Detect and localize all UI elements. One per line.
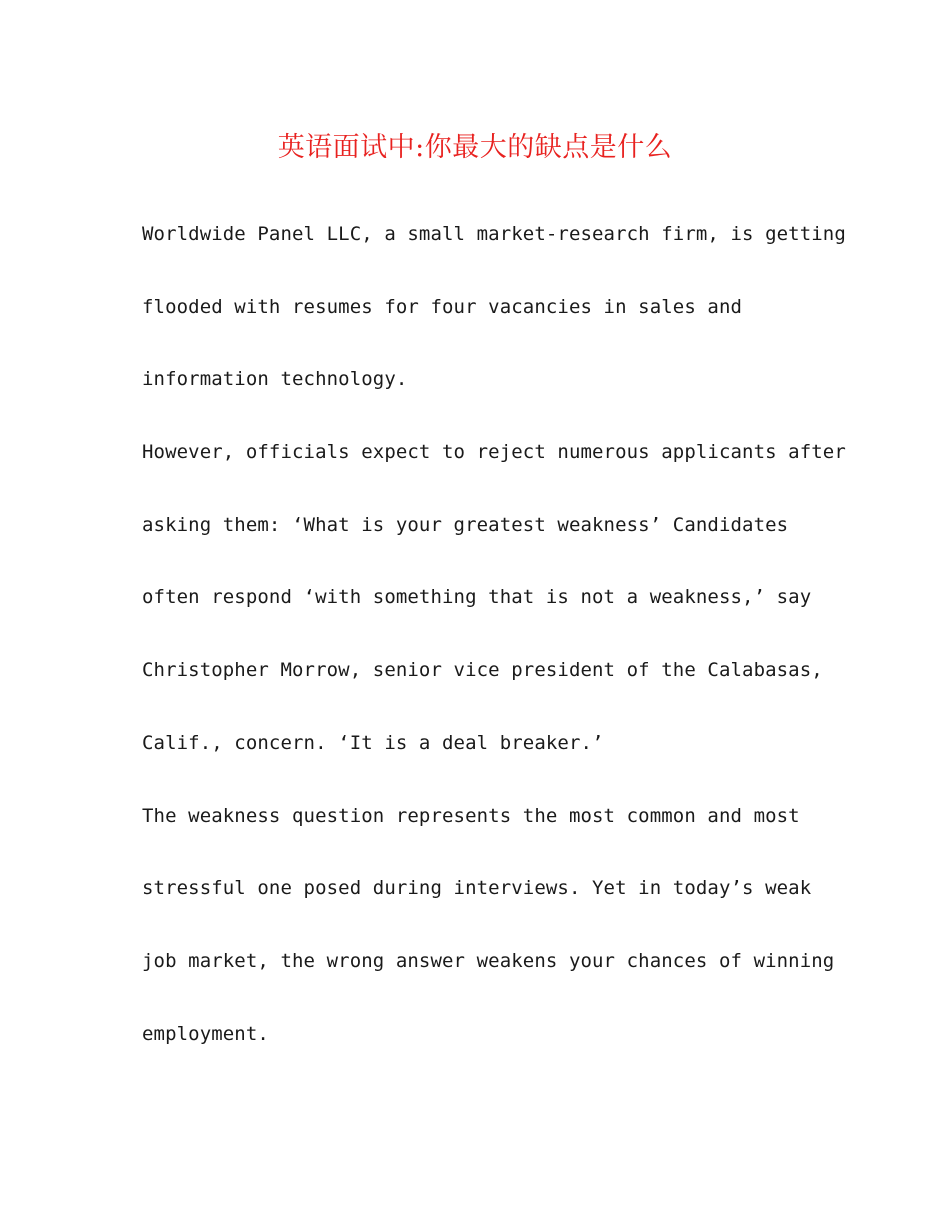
text-line: asking them: ‘What is your greatest weakness’ Candidates — [142, 513, 789, 536]
text-line: Worldwide Panel LLC, a small market-research firm, is getting — [142, 223, 846, 245]
text-line: flooded with resumes for four vacancies in sales and — [142, 295, 743, 318]
text-line: Christopher Morrow, senior vice president of the Calabasas, — [142, 659, 823, 682]
text-line: Calif., concern. ‘It is a deal breaker.’ — [142, 731, 604, 754]
text-line: information technology. — [142, 368, 408, 391]
text-line: However, officials expect to reject numerous applicants after — [142, 441, 846, 464]
text-line: often respond ‘with something that is not a weakness,’ say — [142, 586, 812, 609]
text-line: The weakness question represents the most common and most — [142, 804, 800, 827]
document-title: 英语面试中:你最大的缺点是什么 — [277, 132, 673, 163]
document-body — [142, 210, 846, 1082]
text-line: job market, the wrong answer weakens your chances of winning — [142, 949, 835, 972]
text-line: employment. — [142, 1022, 269, 1045]
text-line: stressful one posed during interviews. Yet in today’s weak — [142, 877, 812, 900]
